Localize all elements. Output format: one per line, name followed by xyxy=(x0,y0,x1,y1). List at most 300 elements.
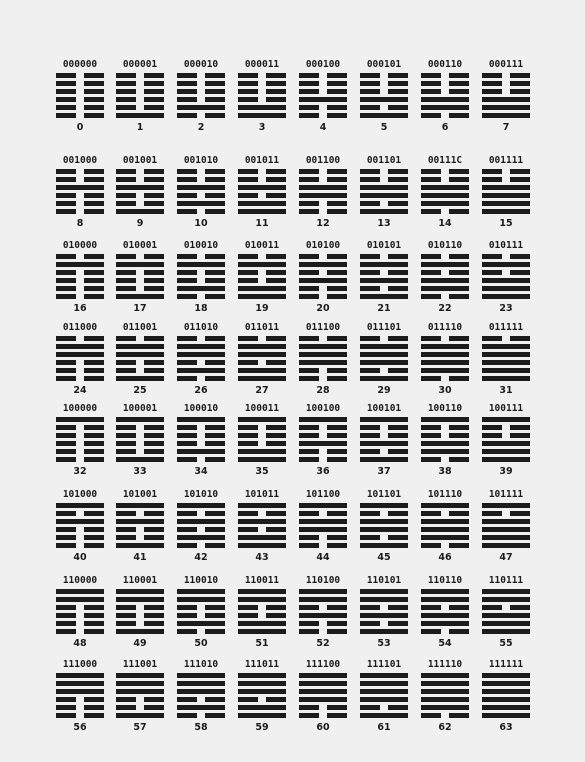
yang-line xyxy=(299,681,347,686)
yang-line xyxy=(421,286,469,291)
yang-line xyxy=(482,209,530,214)
yin-line-right xyxy=(510,425,530,430)
yang-line xyxy=(360,613,408,618)
yang-line xyxy=(177,597,225,602)
yin-line-left xyxy=(56,543,76,548)
yang-line xyxy=(421,105,469,110)
yin-line-left xyxy=(421,270,441,275)
yin-line-left xyxy=(238,613,258,618)
hexagram-binary-label: 110101 xyxy=(366,575,402,586)
yin-line-right xyxy=(144,441,164,446)
yang-line xyxy=(360,376,408,381)
yin-line-right xyxy=(388,105,408,110)
yin-line-left xyxy=(360,449,380,454)
yin-line-right xyxy=(449,543,469,548)
yin-line-left xyxy=(360,535,380,540)
yin-line-left xyxy=(177,177,197,182)
yin-line-right xyxy=(84,97,104,102)
hexagram-binary-label: 001001 xyxy=(122,155,158,166)
yin-line-right xyxy=(205,441,225,446)
yin-line-left xyxy=(177,169,197,174)
yin-line-left xyxy=(238,89,258,94)
yin-line-right xyxy=(449,254,469,259)
yin-line-left xyxy=(360,177,380,182)
yin-line-left xyxy=(299,336,319,341)
yin-line-right xyxy=(144,193,164,198)
yang-line xyxy=(299,278,347,283)
yang-line xyxy=(360,457,408,462)
hexagram-decimal-label: 29 xyxy=(377,385,391,396)
yang-line xyxy=(299,589,347,594)
yin-line-left xyxy=(360,511,380,516)
yin-line-right xyxy=(449,294,469,299)
yin-line-left xyxy=(299,286,319,291)
yang-line xyxy=(299,689,347,694)
yin-line-right xyxy=(205,209,225,214)
hexagram-binary-label: 011101 xyxy=(366,322,402,333)
yang-line xyxy=(56,344,104,349)
yin-line-right xyxy=(510,177,530,182)
yang-line xyxy=(421,535,469,540)
yin-line-right xyxy=(510,169,530,174)
yin-line-left xyxy=(421,511,441,516)
hexagram-decimal-label: 42 xyxy=(194,552,208,563)
yang-line xyxy=(116,673,164,678)
yin-line-left xyxy=(421,254,441,259)
yang-line xyxy=(238,113,286,118)
yang-line xyxy=(360,113,408,118)
hexagram xyxy=(177,403,225,477)
yang-line xyxy=(482,535,530,540)
yin-line-left xyxy=(299,73,319,78)
hexagram-decimal-label: 12 xyxy=(316,218,330,229)
yin-line-left xyxy=(56,336,76,341)
hexagram xyxy=(56,155,104,229)
yin-line-left xyxy=(116,270,136,275)
yin-line-right xyxy=(388,449,408,454)
hexagram-decimal-label: 7 xyxy=(502,122,510,133)
hexagram-binary-label: 100101 xyxy=(366,403,402,414)
yin-line-right xyxy=(327,294,347,299)
yang-line xyxy=(421,503,469,508)
yin-line-left xyxy=(482,81,502,86)
yin-line-left xyxy=(360,605,380,610)
yin-line-left xyxy=(482,511,502,516)
yin-line-right xyxy=(205,360,225,365)
yang-line xyxy=(299,344,347,349)
yang-line xyxy=(360,543,408,548)
yin-line-right xyxy=(144,360,164,365)
yang-line xyxy=(421,352,469,357)
yin-line-left xyxy=(56,360,76,365)
hexagram xyxy=(299,659,347,733)
hexagram-binary-label: 100110 xyxy=(427,403,463,414)
yin-line-right xyxy=(144,177,164,182)
yang-line xyxy=(177,201,225,206)
hexagram-decimal-label: 36 xyxy=(316,466,330,477)
yang-line xyxy=(299,613,347,618)
yin-line-right xyxy=(388,425,408,430)
yang-line xyxy=(421,278,469,283)
yin-line-left xyxy=(177,376,197,381)
yin-line-right xyxy=(84,621,104,626)
yang-line xyxy=(238,457,286,462)
yin-line-right xyxy=(84,336,104,341)
yang-line xyxy=(56,689,104,694)
yin-line-left xyxy=(360,254,380,259)
yin-line-left xyxy=(56,294,76,299)
yin-line-right xyxy=(388,286,408,291)
hexagram-binary-label: 001010 xyxy=(183,155,219,166)
yin-line-left xyxy=(299,105,319,110)
hexagram-binary-label: 00111C xyxy=(427,155,463,166)
yin-line-left xyxy=(238,270,258,275)
yin-line-left xyxy=(116,527,136,532)
yin-line-right xyxy=(144,425,164,430)
hexagram-decimal-label: 31 xyxy=(499,385,513,396)
hexagram-binary-label: 110111 xyxy=(488,575,524,586)
yin-line-right xyxy=(84,457,104,462)
yin-line-right xyxy=(144,270,164,275)
hexagram xyxy=(360,59,408,133)
hexagram xyxy=(421,659,469,733)
yin-line-left xyxy=(116,105,136,110)
yang-line xyxy=(299,360,347,365)
yin-line-right xyxy=(388,433,408,438)
hexagram-binary-label: 001011 xyxy=(244,155,280,166)
hexagram-decimal-label: 39 xyxy=(499,466,513,477)
yin-line-right xyxy=(144,433,164,438)
yin-line-right xyxy=(84,113,104,118)
yin-line-left xyxy=(238,527,258,532)
hexagram-decimal-label: 30 xyxy=(438,385,452,396)
yang-line xyxy=(177,589,225,594)
yin-line-right xyxy=(266,278,286,283)
yin-line-left xyxy=(360,621,380,626)
yin-line-right xyxy=(327,201,347,206)
hexagram xyxy=(299,403,347,477)
yin-line-right xyxy=(84,713,104,718)
yang-line xyxy=(482,441,530,446)
yang-line xyxy=(482,286,530,291)
yang-line xyxy=(238,543,286,548)
yang-line xyxy=(482,97,530,102)
yin-line-left xyxy=(177,270,197,275)
yin-line-right xyxy=(266,81,286,86)
hexagram-decimal-label: 6 xyxy=(441,122,449,133)
yin-line-right xyxy=(449,433,469,438)
hexagram-binary-label: 011001 xyxy=(122,322,158,333)
hexagram-binary-label: 000100 xyxy=(305,59,341,70)
yang-line xyxy=(482,278,530,283)
yang-line xyxy=(482,344,530,349)
hexagram xyxy=(421,240,469,314)
yang-line xyxy=(299,519,347,524)
yin-line-right xyxy=(266,433,286,438)
hexagram-decimal-label: 18 xyxy=(194,303,208,314)
yang-line xyxy=(482,294,530,299)
hexagram-binary-label: 110110 xyxy=(427,575,463,586)
yin-line-right xyxy=(205,73,225,78)
yin-line-right xyxy=(388,81,408,86)
hexagram-decimal-label: 37 xyxy=(377,466,391,477)
hexagram-decimal-label: 51 xyxy=(255,638,269,649)
hexagram xyxy=(238,59,286,133)
hexagram xyxy=(482,59,530,133)
hexagram-decimal-label: 59 xyxy=(255,722,269,733)
yin-line-right xyxy=(327,376,347,381)
hexagram-binary-label: 000110 xyxy=(427,59,463,70)
yin-line-right xyxy=(327,457,347,462)
yin-line-right xyxy=(144,169,164,174)
yang-line xyxy=(177,503,225,508)
yin-line-left xyxy=(177,336,197,341)
yin-line-right xyxy=(84,209,104,214)
yang-line xyxy=(177,535,225,540)
yin-line-left xyxy=(116,81,136,86)
yang-line xyxy=(56,503,104,508)
hexagram-decimal-label: 24 xyxy=(73,385,87,396)
hexagram-decimal-label: 14 xyxy=(438,218,452,229)
yang-line xyxy=(238,209,286,214)
yang-line xyxy=(299,597,347,602)
yang-line xyxy=(421,621,469,626)
hexagram-decimal-label: 52 xyxy=(316,638,330,649)
yin-line-left xyxy=(177,73,197,78)
yin-line-right xyxy=(327,169,347,174)
yin-line-right xyxy=(388,270,408,275)
yin-line-right xyxy=(84,177,104,182)
yin-line-right xyxy=(84,201,104,206)
yin-line-left xyxy=(177,254,197,259)
yin-line-left xyxy=(360,201,380,206)
hexagram-decimal-label: 5 xyxy=(380,122,388,133)
hexagram-decimal-label: 45 xyxy=(377,552,391,563)
hexagram xyxy=(360,322,408,396)
yin-line-right xyxy=(327,511,347,516)
yin-line-left xyxy=(56,254,76,259)
yin-line-right xyxy=(205,457,225,462)
hexagram-binary-label: 111011 xyxy=(244,659,280,670)
yin-line-left xyxy=(177,193,197,198)
hexagram-decimal-label: 62 xyxy=(438,722,452,733)
hexagram-decimal-label: 3 xyxy=(258,122,266,133)
hexagram xyxy=(116,59,164,133)
yin-line-left xyxy=(482,254,502,259)
hexagram xyxy=(177,240,225,314)
yin-line-left xyxy=(360,270,380,275)
yin-line-left xyxy=(56,209,76,214)
yin-line-left xyxy=(116,605,136,610)
yin-line-left xyxy=(299,209,319,214)
yin-line-right xyxy=(449,169,469,174)
yin-line-left xyxy=(238,511,258,516)
yang-line xyxy=(482,105,530,110)
hexagram-binary-label: 011110 xyxy=(427,322,463,333)
yin-line-right xyxy=(84,89,104,94)
yin-line-left xyxy=(482,169,502,174)
yin-line-left xyxy=(299,535,319,540)
yang-line xyxy=(421,449,469,454)
yang-line xyxy=(421,527,469,532)
yin-line-left xyxy=(177,713,197,718)
hexagram-binary-label: 011010 xyxy=(183,322,219,333)
hexagram-binary-label: 010111 xyxy=(488,240,524,251)
yang-line xyxy=(360,97,408,102)
yang-line xyxy=(299,352,347,357)
yin-line-right xyxy=(84,511,104,516)
yin-line-right xyxy=(449,89,469,94)
hexagram-binary-label: 100111 xyxy=(488,403,524,414)
yin-line-right xyxy=(144,697,164,702)
yin-line-left xyxy=(116,73,136,78)
yang-line xyxy=(177,417,225,422)
yang-line xyxy=(360,503,408,508)
yin-line-right xyxy=(205,336,225,341)
yin-line-left xyxy=(116,368,136,373)
hexagram-decimal-label: 48 xyxy=(73,638,87,649)
yin-line-left xyxy=(299,294,319,299)
yin-line-right xyxy=(388,73,408,78)
hexagram xyxy=(299,240,347,314)
hexagram-decimal-label: 33 xyxy=(133,466,147,477)
yang-line xyxy=(421,201,469,206)
yin-line-right xyxy=(84,73,104,78)
yin-line-right xyxy=(327,209,347,214)
yin-line-left xyxy=(177,294,197,299)
yang-line xyxy=(177,286,225,291)
hexagram-decimal-label: 38 xyxy=(438,466,452,477)
yin-line-right xyxy=(327,73,347,78)
yin-line-right xyxy=(266,97,286,102)
hexagram-decimal-label: 55 xyxy=(499,638,513,649)
yang-line xyxy=(360,262,408,267)
yin-line-right xyxy=(144,81,164,86)
yang-line xyxy=(56,681,104,686)
hexagram-binary-label: 101100 xyxy=(305,489,341,500)
yin-line-left xyxy=(482,177,502,182)
yin-line-right xyxy=(205,433,225,438)
yin-line-left xyxy=(177,81,197,86)
yin-line-right xyxy=(266,336,286,341)
yin-line-left xyxy=(116,511,136,516)
yin-line-right xyxy=(449,713,469,718)
yang-line xyxy=(238,589,286,594)
hexagram-decimal-label: 17 xyxy=(133,303,147,314)
yin-line-left xyxy=(421,81,441,86)
hexagram-binary-label: 111000 xyxy=(62,659,98,670)
yin-line-right xyxy=(388,89,408,94)
yang-line xyxy=(56,589,104,594)
hexagram-binary-label: 110010 xyxy=(183,575,219,586)
yang-line xyxy=(299,527,347,532)
yang-line xyxy=(116,519,164,524)
yin-line-right xyxy=(327,621,347,626)
yin-line-left xyxy=(238,193,258,198)
hexagram-decimal-label: 26 xyxy=(194,385,208,396)
yang-line xyxy=(482,713,530,718)
yin-line-left xyxy=(116,425,136,430)
hexagram xyxy=(116,240,164,314)
yin-line-left xyxy=(116,535,136,540)
yang-line xyxy=(421,673,469,678)
yang-line xyxy=(421,344,469,349)
yang-line xyxy=(116,352,164,357)
yin-line-left xyxy=(360,425,380,430)
yin-line-left xyxy=(482,89,502,94)
yang-line xyxy=(56,519,104,524)
yin-line-left xyxy=(116,97,136,102)
yin-line-left xyxy=(482,336,502,341)
yin-line-right xyxy=(266,169,286,174)
hexagram-binary-label: 101010 xyxy=(183,489,219,500)
hexagram-decimal-label: 25 xyxy=(133,385,147,396)
yin-line-left xyxy=(299,621,319,626)
yang-line xyxy=(116,681,164,686)
yin-line-right xyxy=(266,73,286,78)
yang-line xyxy=(238,352,286,357)
hexagram-binary-label: 010011 xyxy=(244,240,280,251)
yang-line xyxy=(421,705,469,710)
hexagram-binary-label: 101111 xyxy=(488,489,524,500)
yang-line xyxy=(421,417,469,422)
yin-line-left xyxy=(360,169,380,174)
hexagram xyxy=(116,403,164,477)
yang-line xyxy=(238,713,286,718)
yin-line-left xyxy=(56,286,76,291)
yin-line-left xyxy=(116,433,136,438)
yang-line xyxy=(238,673,286,678)
hexagram-binary-label: 110011 xyxy=(244,575,280,586)
yin-line-right xyxy=(388,705,408,710)
yin-line-left xyxy=(177,457,197,462)
yang-line xyxy=(177,262,225,267)
hexagram xyxy=(177,59,225,133)
yin-line-right xyxy=(84,286,104,291)
yang-line xyxy=(177,185,225,190)
hexagram-decimal-label: 20 xyxy=(316,303,330,314)
yin-line-right xyxy=(205,193,225,198)
yin-line-left xyxy=(482,433,502,438)
yin-line-right xyxy=(449,177,469,182)
yin-line-left xyxy=(56,441,76,446)
yin-line-left xyxy=(116,705,136,710)
hexagram xyxy=(299,155,347,229)
hexagram-decimal-label: 35 xyxy=(255,466,269,477)
yin-line-left xyxy=(56,89,76,94)
yin-line-left xyxy=(421,376,441,381)
yin-line-right xyxy=(144,535,164,540)
yang-line xyxy=(421,441,469,446)
yang-line xyxy=(299,697,347,702)
yin-line-left xyxy=(421,209,441,214)
yang-line xyxy=(116,713,164,718)
yin-line-right xyxy=(205,376,225,381)
hexagram xyxy=(421,575,469,649)
yang-line xyxy=(421,262,469,267)
hexagram xyxy=(238,575,286,649)
yang-line xyxy=(360,689,408,694)
yin-line-left xyxy=(116,254,136,259)
hexagram xyxy=(116,575,164,649)
yang-line xyxy=(116,376,164,381)
yin-line-left xyxy=(177,278,197,283)
yin-line-right xyxy=(205,605,225,610)
yang-line xyxy=(299,97,347,102)
yang-line xyxy=(482,360,530,365)
yang-line xyxy=(482,449,530,454)
hexagram xyxy=(299,59,347,133)
